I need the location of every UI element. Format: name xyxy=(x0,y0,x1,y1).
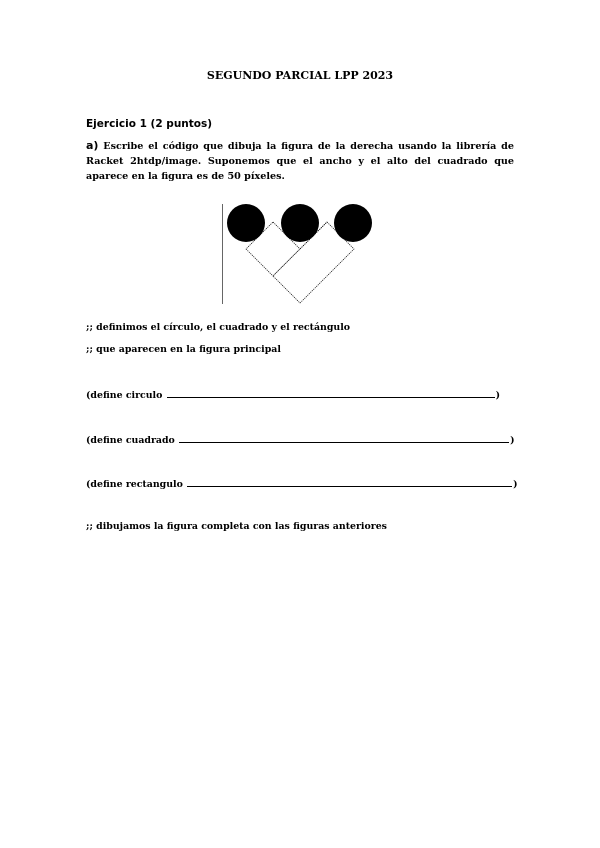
comment-define-shapes: ;; definimos el círculo, el cuadrado y el rectángulo xyxy=(86,322,351,333)
define-cuadrado-label: (define cuadrado xyxy=(86,435,175,446)
circle-2 xyxy=(281,204,319,242)
target-figure xyxy=(218,200,378,306)
page-title: SEGUNDO PARCIAL LPP 2023 xyxy=(206,69,394,82)
part-text: Escribe el código que dibuja la figura de la derecha usando la librería de Racket 2htdp/image. Suponemos que el ancho y el alto del cuadrado que aparece en la figura es de 50 píxeles. xyxy=(86,141,514,182)
define-cuadrado-close: ) xyxy=(510,435,515,446)
define-circulo-label: (define circulo xyxy=(86,390,163,401)
circle-3 xyxy=(334,204,372,242)
rectangulo-answer-blank[interactable] xyxy=(187,476,512,487)
define-rectangulo-line xyxy=(86,476,518,490)
define-rectangulo-label: (define rectangulo xyxy=(86,479,183,490)
comment-main-figure: ;; que aparecen en la figura principal xyxy=(86,344,281,355)
define-cuadrado-line xyxy=(86,432,515,446)
part-letter: a) xyxy=(86,139,99,152)
exercise-heading: Ejercicio 1 (2 puntos) xyxy=(86,118,213,130)
circulo-answer-blank[interactable] xyxy=(167,387,495,398)
exercise-statement xyxy=(86,138,514,184)
comment-draw-figure: ;; dibujamos la figura completa con las figuras anteriores xyxy=(86,521,387,532)
define-circulo-close: ) xyxy=(495,390,501,401)
circle-1 xyxy=(227,204,265,242)
define-rectangulo-close: ) xyxy=(513,479,518,490)
cuadrado-answer-blank[interactable] xyxy=(179,432,509,443)
define-circulo-line xyxy=(86,387,500,401)
